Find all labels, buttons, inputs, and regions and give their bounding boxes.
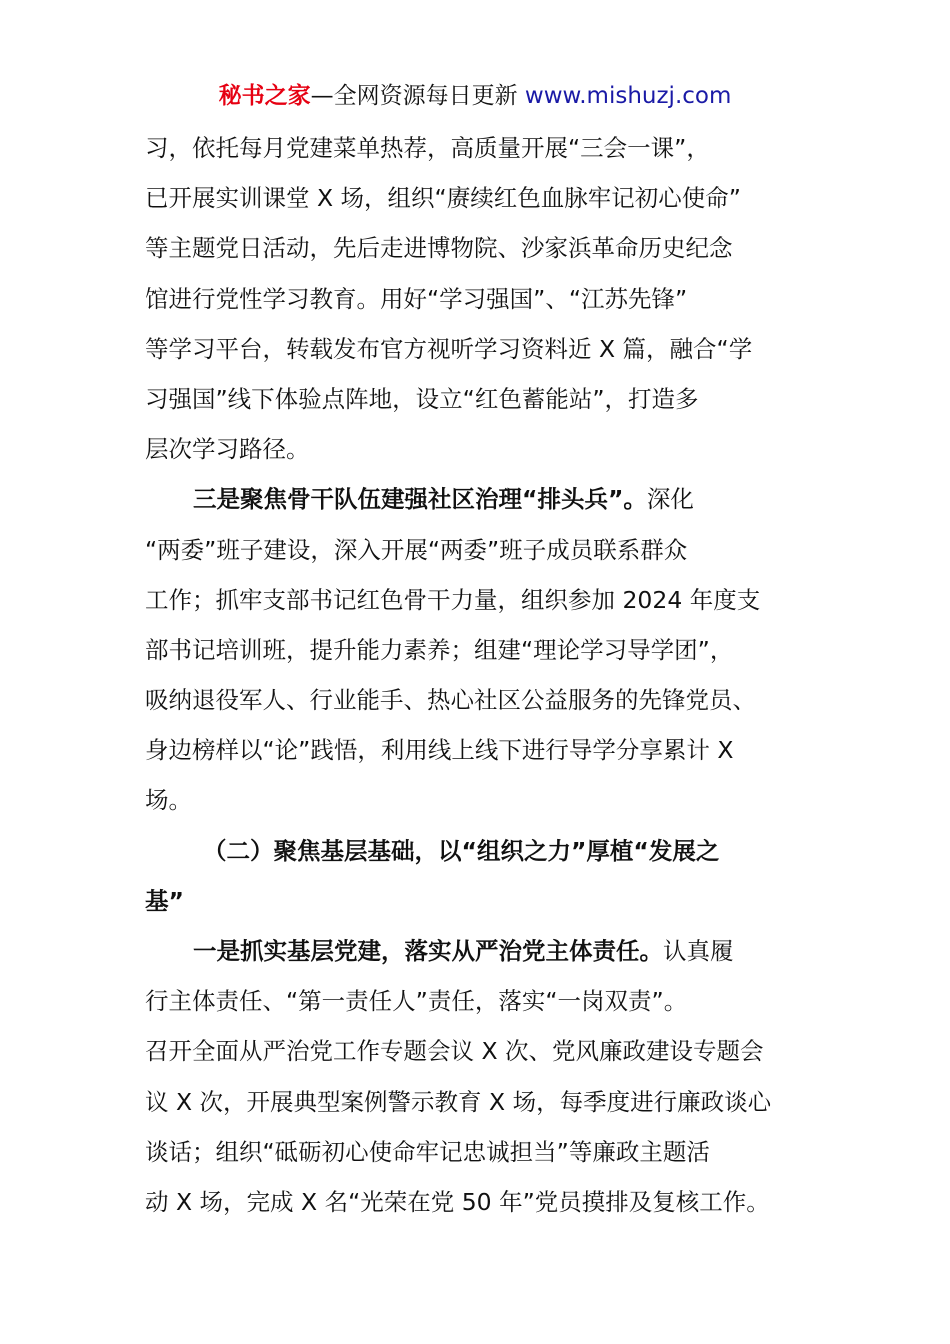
subsection-heading: （二）聚焦基层基础，以“组织之力”厚植“发展之: [203, 836, 720, 865]
body-line: 习，依托每月党建菜单热荐，高质量开展“三会一课”，: [145, 134, 710, 162]
body-line: 行主体责任、“第一责任人”责任，落实“一岗双责”。: [145, 987, 688, 1016]
body-line: 等主题党日活动，先后走进博物院、沙家浜革命历史纪念: [145, 234, 733, 263]
body-line: 召开全面从严治党工作专题会议 X 次、党风廉政建设专题会: [145, 1037, 764, 1066]
subsection-heading-cont: 基”: [145, 886, 184, 915]
section-heading-line: 一是抓实基层党建，落实从严治党主体责任。认真履: [193, 937, 734, 965]
body-line: 等学习平台，转载发布官方视听学习资料近 X 篇，融合“学: [145, 334, 753, 363]
subsection-heading-line: [145, 876, 815, 926]
body-line: 议 X 次，开展典型案例警示教育 X 场，每季度进行廉政谈心: [145, 1087, 772, 1116]
site-url-link[interactable]: www.mishuzj.com: [524, 83, 732, 109]
section-heading-line: 三是聚焦骨干队伍建强社区治理“排头兵”。深化: [193, 485, 694, 514]
body-line: 吸纳退役军人、行业能手、热心社区公益服务的先锋党员、: [145, 686, 756, 715]
body-line: 工作；抓牢支部书记红色骨干力量，组织参加 2024 年度支: [145, 585, 761, 614]
body-line: 层次学习路径。: [145, 435, 310, 464]
section-heading: 三是聚焦骨干队伍建强社区治理“排头兵”。: [193, 485, 647, 514]
section-heading: 一是抓实基层党建，落实从严治党主体责任。: [193, 937, 663, 965]
body-line: 谈话；组织“砥砺初心使命牢记忠诚担当”等廉政主题活: [145, 1137, 710, 1166]
site-banner: [0, 80, 950, 112]
body-line: 场。: [145, 786, 192, 815]
document-body: [145, 123, 815, 1227]
banner-slogan: —全网资源每日更新: [310, 83, 525, 109]
body-line: “两委”班子建设，深入开展“两委”班子成员联系群众: [145, 535, 688, 564]
body-line: 动 X 场，完成 X 名“光荣在党 50 年”党员摸排及复核工作。: [145, 1187, 770, 1216]
body-line: 习强国”线下体验点阵地，设立“红色蓄能站”，打造多: [145, 384, 699, 413]
body-line: 馆进行党性学习教育。用好“学习强国”、“江苏先锋”: [145, 284, 688, 313]
body-line: 部书记培训班，提升能力素养；组建“理论学习导学团”，: [145, 635, 734, 664]
body-line: 身边榜样以“论”践悟，利用线上线下进行导学分享累计 X: [145, 736, 734, 765]
brand-name: 秘书之家: [218, 83, 311, 109]
subsection-heading-line: [145, 826, 815, 876]
body-line: 已开展实训课堂 X 场，组织“赓续红色血脉牢记初心使命”: [145, 184, 741, 213]
